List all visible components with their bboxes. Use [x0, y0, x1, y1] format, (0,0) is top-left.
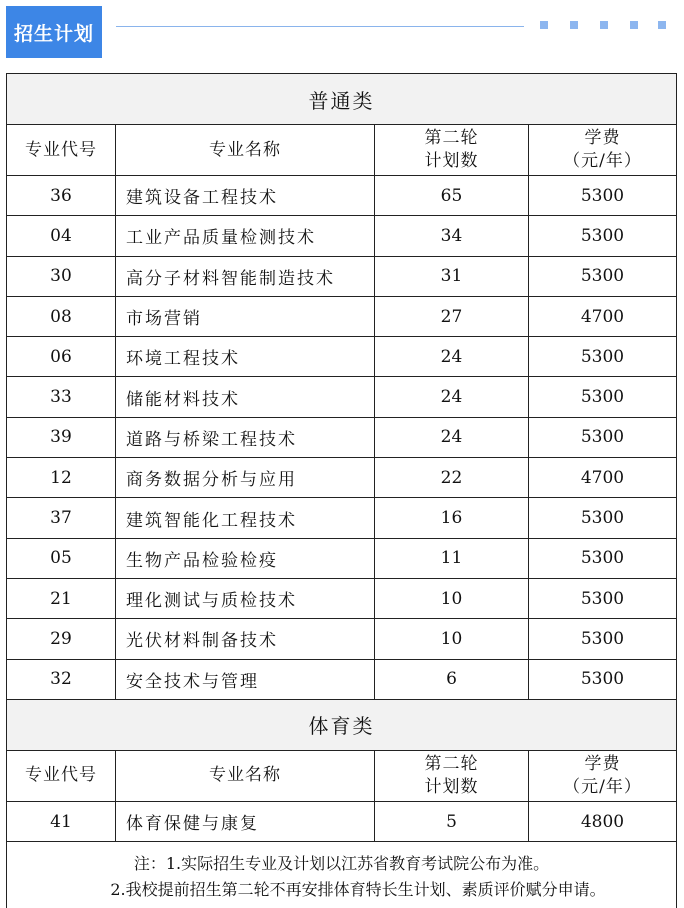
column-header-row	[7, 750, 677, 801]
note-line-1: 注：1.实际招生专业及计划以江苏省教育考试院公布为准。	[133, 854, 550, 874]
cell-fee: 5300	[529, 538, 677, 578]
cell-plan: 27	[375, 296, 529, 336]
cell-plan: 16	[375, 498, 529, 538]
header-fee-line2: （元/年）	[563, 151, 642, 171]
header-fee-line1: 学费	[584, 128, 621, 148]
cell-code: 39	[7, 417, 116, 457]
table-row	[7, 578, 677, 618]
enrollment-plan-table	[6, 73, 677, 908]
decorative-dots	[540, 21, 670, 31]
cell-code: 08	[7, 296, 116, 336]
cell-name: 安全技术与管理	[116, 659, 375, 699]
cell-code: 37	[7, 498, 116, 538]
cell-fee: 5300	[529, 256, 677, 296]
header-divider-line	[116, 26, 524, 27]
table-row	[7, 458, 677, 498]
column-header-row	[7, 125, 677, 176]
table-row	[7, 619, 677, 659]
cell-name: 光伏材料制备技术	[116, 619, 375, 659]
header-name: 专业名称	[116, 125, 375, 176]
table-row	[7, 377, 677, 417]
cell-name: 体育保健与康复	[116, 801, 375, 841]
cell-plan: 5	[375, 801, 529, 841]
table-row	[7, 498, 677, 538]
cell-code: 06	[7, 337, 116, 377]
notes	[7, 842, 677, 908]
section-badge: 招生计划	[6, 6, 102, 58]
cell-code: 33	[7, 377, 116, 417]
section-header	[0, 0, 684, 64]
cell-code: 32	[7, 659, 116, 699]
section-title: 普通类	[7, 74, 677, 125]
cell-plan: 31	[375, 256, 529, 296]
table-row	[7, 296, 677, 336]
note-line-2: 2.我校提前招生第二轮不再安排体育特长生计划、素质评价赋分申请。	[110, 880, 606, 900]
section-title-row	[7, 699, 677, 750]
header-fee	[529, 750, 677, 801]
cell-plan: 34	[375, 216, 529, 256]
dot-icon	[600, 21, 608, 29]
table-row	[7, 801, 677, 841]
header-plan-line1: 第二轮	[424, 128, 479, 148]
cell-plan: 10	[375, 619, 529, 659]
cell-fee: 5300	[529, 216, 677, 256]
cell-code: 36	[7, 176, 116, 216]
section-title: 体育类	[7, 699, 677, 750]
notes-row	[7, 842, 677, 908]
cell-plan: 24	[375, 377, 529, 417]
cell-fee: 4800	[529, 801, 677, 841]
cell-name: 理化测试与质检技术	[116, 578, 375, 618]
cell-fee: 5300	[529, 417, 677, 457]
cell-code: 41	[7, 801, 116, 841]
cell-fee: 5300	[529, 659, 677, 699]
header-fee-line2: （元/年）	[563, 776, 642, 797]
cell-name: 市场营销	[116, 296, 375, 336]
dot-icon	[630, 21, 638, 29]
cell-plan: 10	[375, 578, 529, 618]
dot-icon	[540, 21, 548, 29]
header-code: 专业代号	[7, 125, 116, 176]
header-code: 专业代号	[7, 750, 116, 801]
dot-icon	[570, 21, 578, 29]
section-title-row	[7, 74, 677, 125]
table-row	[7, 538, 677, 578]
cell-code: 21	[7, 578, 116, 618]
table-row	[7, 659, 677, 699]
cell-fee: 5300	[529, 578, 677, 618]
dot-icon	[658, 21, 666, 29]
cell-name: 生物产品检验检疫	[116, 538, 375, 578]
cell-name: 工业产品质量检测技术	[116, 216, 375, 256]
table-row	[7, 337, 677, 377]
cell-fee: 5300	[529, 337, 677, 377]
header-fee-line1: 学费	[584, 753, 621, 774]
table-row	[7, 216, 677, 256]
cell-code: 05	[7, 538, 116, 578]
cell-code: 30	[7, 256, 116, 296]
cell-name: 储能材料技术	[116, 377, 375, 417]
cell-plan: 24	[375, 337, 529, 377]
header-plan	[375, 750, 529, 801]
cell-fee: 4700	[529, 296, 677, 336]
cell-name: 商务数据分析与应用	[116, 458, 375, 498]
cell-code: 12	[7, 458, 116, 498]
header-plan-line1: 第二轮	[424, 753, 479, 774]
header-fee	[529, 125, 677, 176]
header-plan-line2: 计划数	[424, 776, 479, 797]
cell-plan: 22	[375, 458, 529, 498]
cell-code: 04	[7, 216, 116, 256]
cell-plan: 11	[375, 538, 529, 578]
table-row	[7, 176, 677, 216]
cell-plan: 65	[375, 176, 529, 216]
cell-fee: 5300	[529, 377, 677, 417]
cell-plan: 6	[375, 659, 529, 699]
header-plan-line2: 计划数	[424, 151, 479, 171]
header-plan	[375, 125, 529, 176]
table-row	[7, 417, 677, 457]
cell-fee: 5300	[529, 619, 677, 659]
cell-code: 29	[7, 619, 116, 659]
header-name: 专业名称	[116, 750, 375, 801]
cell-fee: 4700	[529, 458, 677, 498]
cell-name: 环境工程技术	[116, 337, 375, 377]
cell-name: 建筑智能化工程技术	[116, 498, 375, 538]
cell-name: 建筑设备工程技术	[116, 176, 375, 216]
cell-name: 高分子材料智能制造技术	[116, 256, 375, 296]
cell-name: 道路与桥梁工程技术	[116, 417, 375, 457]
cell-fee: 5300	[529, 498, 677, 538]
cell-fee: 5300	[529, 176, 677, 216]
cell-plan: 24	[375, 417, 529, 457]
table-row	[7, 256, 677, 296]
